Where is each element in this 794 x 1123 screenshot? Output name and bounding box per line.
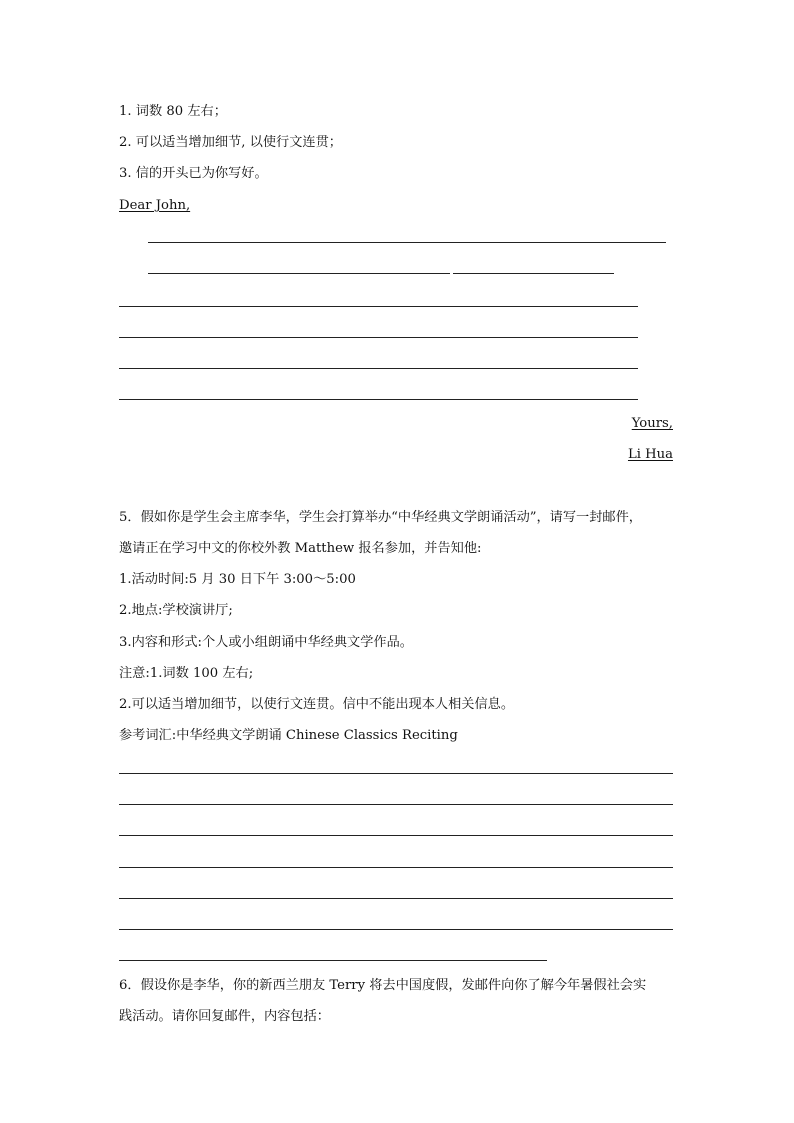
writing-line[interactable]: [119, 867, 673, 868]
writing-line[interactable]: [119, 399, 638, 400]
question-5-vocab: 参考词汇:中华经典文学朗诵 Chinese Classics Reciting: [119, 728, 458, 743]
letter-salutation: Dear John,: [119, 198, 191, 213]
question-5-prompt-line1: 5．假如你是学生会主席李华，学生会打算举办“中华经典文学朗诵活动”，请写一封邮件，: [119, 510, 642, 525]
writing-line[interactable]: [119, 960, 547, 961]
writing-line[interactable]: [119, 804, 673, 805]
question-6-prompt-line1: 6．假设你是李华，你的新西兰朋友 Terry 将去中国度假，发邮件向你了解今年暑假社会实: [119, 978, 647, 993]
writing-line[interactable]: [119, 337, 638, 338]
question-5-item-1: 1.活动时间:5 月 30 日下午 3:00～5:00: [119, 572, 356, 587]
letter-closing: Yours,: [631, 416, 673, 431]
writing-line[interactable]: [119, 898, 673, 899]
writing-line[interactable]: [119, 929, 673, 930]
requirement-3: 3. 信的开头已为你写好。: [119, 166, 268, 181]
question-5-item-3: 3.内容和形式:个人或小组朗诵中华经典文学作品。: [119, 635, 413, 650]
writing-line[interactable]: [119, 306, 638, 307]
question-6-prompt-line2: 践活动。请你回复邮件，内容包括：: [119, 1009, 330, 1024]
writing-line[interactable]: [148, 242, 666, 243]
requirement-1: 1. 词数 80 左右；: [119, 104, 227, 119]
question-5-prompt-line2: 邀请正在学习中文的你校外教 Matthew 报名参加，并告知他:: [119, 541, 482, 556]
question-5-note-1: 注意:1.词数 100 左右;: [119, 666, 254, 681]
writing-line[interactable]: [119, 773, 673, 774]
writing-line[interactable]: [453, 273, 614, 274]
letter-signature: Li Hua: [627, 447, 673, 462]
writing-line[interactable]: [148, 273, 450, 274]
writing-line[interactable]: [119, 835, 673, 836]
question-5-note-2: 2.可以适当增加细节，以使行文连贯。信中不能出现本人相关信息。: [119, 697, 515, 712]
writing-line[interactable]: [119, 368, 638, 369]
requirement-2: 2. 可以适当增加细节, 以使行文连贯；: [119, 135, 342, 150]
question-5-item-2: 2.地点:学校演讲厅;: [119, 603, 233, 618]
